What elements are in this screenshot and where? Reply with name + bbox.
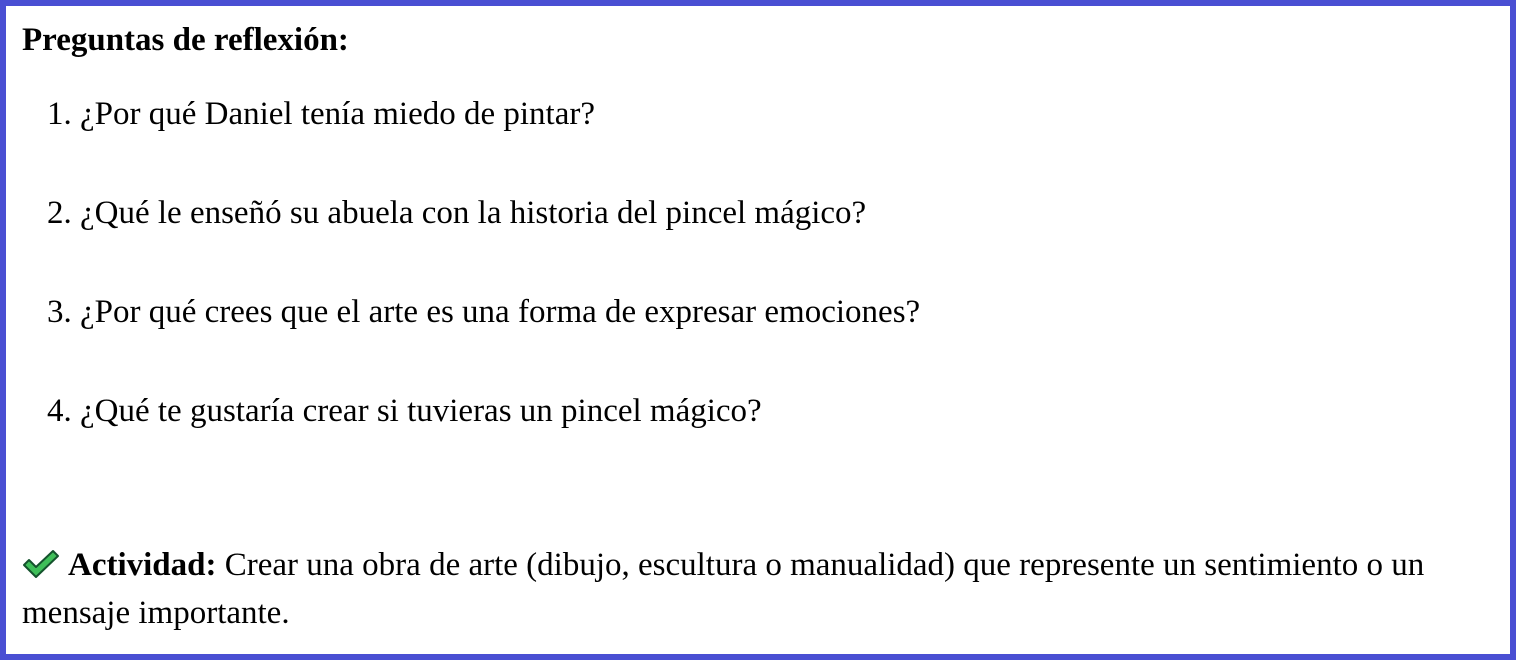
question-text: ¿Por qué crees que el arte es una forma de expresar emociones? — [80, 294, 921, 330]
question-number: 2. — [47, 195, 72, 231]
activity-text: Crear una obra de arte (dibujo, escultura o manualidad) que represente un sentimiento o un mensaje importante. — [22, 547, 1425, 631]
question-number: 4. — [47, 393, 72, 429]
section-heading: Preguntas de reflexión: — [22, 22, 349, 58]
questions-list — [22, 90, 1508, 435]
activity-label: Actividad: — [68, 547, 217, 583]
check-mark-icon — [22, 549, 60, 579]
question-number: 1. — [47, 96, 72, 132]
activity-paragraph — [22, 541, 1508, 637]
question-text: ¿Qué te gustaría crear si tuvieras un pincel mágico? — [80, 393, 762, 429]
question-item — [47, 387, 1508, 435]
question-item — [47, 189, 1508, 237]
reflection-section — [22, 16, 1508, 631]
question-item — [47, 288, 1508, 336]
question-item — [47, 90, 1508, 138]
question-text: ¿Por qué Daniel tenía miedo de pintar? — [80, 96, 595, 132]
question-text: ¿Qué le enseñó su abuela con la historia del pincel mágico? — [80, 195, 867, 231]
question-number: 3. — [47, 294, 72, 330]
